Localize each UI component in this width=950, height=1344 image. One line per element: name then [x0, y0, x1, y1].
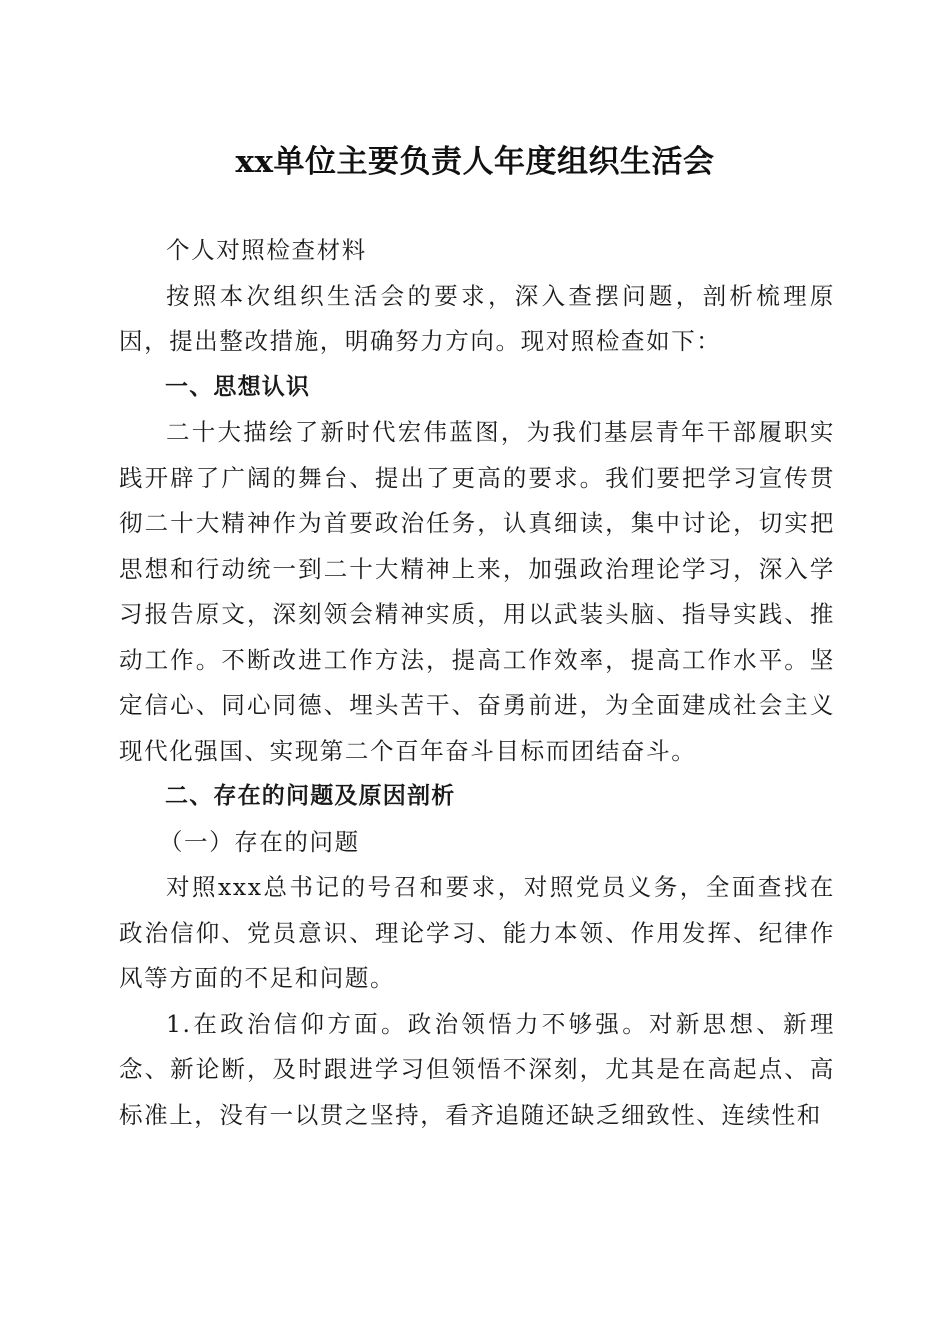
document-title: xx单位主要负责人年度组织生活会 — [235, 144, 715, 180]
section-2-heading: 二、存在的问题及原因剖析 — [165, 783, 456, 809]
section-2-subheading: （一）存在的问题 — [158, 827, 360, 856]
document-body — [119, 228, 835, 1138]
intro-paragraph: 按照本次组织生活会的要求，深入查摆问题，剖析梳理原因，提出整改措施，明确努力方向。现对照检查如下： — [119, 281, 835, 355]
section-2-item-1: 1.在政治信仰方面。政治领悟力不够强。对新思想、新理念、新论断，及时跟进学习但领悟不深刻，尤其是在高起点、高标准上，没有一以贯之坚持，看齐追随还缺乏细致性、连续性和 — [119, 1009, 835, 1129]
section-2-paragraph: 对照xxx总书记的号召和要求，对照党员义务，全面查找在政治信仰、党员意识、理论学习、能力本领、作用发挥、纪律作风等方面的不足和问题。 — [119, 873, 835, 992]
section-1-paragraph: 二十大描绘了新时代宏伟蓝图，为我们基层青年干部履职实践开辟了广阔的舞台、提出了更高的要求。我们要把学习宣传贯彻二十大精神作为首要政治任务，认真细读，集中讨论，切实把思想和行动统一到二十大精神上来，加强政治理论学习，深入学习报告原文，深刻领会精神实质，用以武装头脑、指导实践、推动工作。不断改进工作方法，提高工作效率，提高工作水平。坚定信心、同心同德、埋头苦干、奋勇前进，为全面建成社会主义现代化强国、实现第二个百年奋斗目标而团结奋斗。 — [119, 418, 835, 765]
document-subtitle: 个人对照检查材料 — [166, 236, 367, 264]
section-1-heading: 一、思想认识 — [165, 373, 311, 400]
